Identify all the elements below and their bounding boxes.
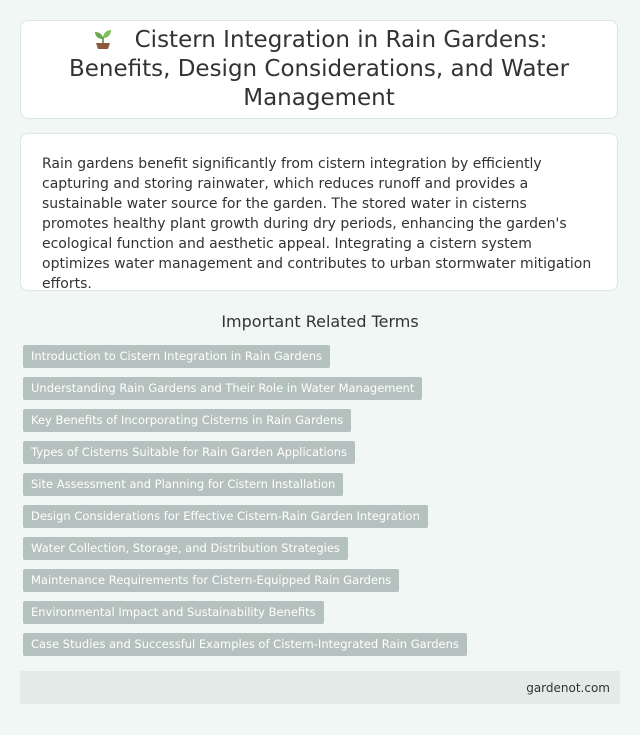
footer-site-name: gardenot.com: [526, 680, 610, 695]
sprout-icon: [91, 26, 115, 50]
title-card: [20, 20, 618, 119]
related-term-link[interactable]: Design Considerations for Effective Cistern-Rain Garden Integration: [23, 505, 428, 528]
footer: [20, 671, 620, 704]
related-terms-heading: Important Related Terms: [221, 312, 419, 331]
intro-card: [20, 133, 618, 291]
related-term-link[interactable]: Understanding Rain Gardens and Their Role in Water Management: [23, 377, 422, 400]
related-term-link[interactable]: Types of Cisterns Suitable for Rain Garden Applications: [23, 441, 355, 464]
related-term-link[interactable]: Water Collection, Storage, and Distribution Strategies: [23, 537, 348, 560]
related-term-link[interactable]: Site Assessment and Planning for Cistern Installation: [23, 473, 343, 496]
related-term-link[interactable]: Environmental Impact and Sustainability Benefits: [23, 601, 324, 624]
page-title-text: Cistern Integration in Rain Gardens: Benefits, Design Considerations, and Water Management: [68, 27, 570, 111]
related-term-link[interactable]: Case Studies and Successful Examples of Cistern-Integrated Rain Gardens: [23, 633, 467, 656]
intro-paragraph: Rain gardens benefit significantly from cistern integration by efficiently capturing and storing rainwater, which reduces runoff and provides a sustainable water source for the garden. The stored water in cisterns promotes healthy plant growth during dry periods, enhancing the garden's ecological function and aesthetic appeal. Integrating a cistern system optimizes water management and contributes to urban stormwater mitigation efforts.: [42, 156, 592, 292]
related-terms-list: [23, 345, 619, 665]
related-term-link[interactable]: Maintenance Requirements for Cistern-Equipped Rain Gardens: [23, 569, 399, 592]
page-title: [39, 26, 599, 113]
related-term-link[interactable]: Introduction to Cistern Integration in Rain Gardens: [23, 345, 330, 368]
related-term-link[interactable]: Key Benefits of Incorporating Cisterns in Rain Gardens: [23, 409, 351, 432]
